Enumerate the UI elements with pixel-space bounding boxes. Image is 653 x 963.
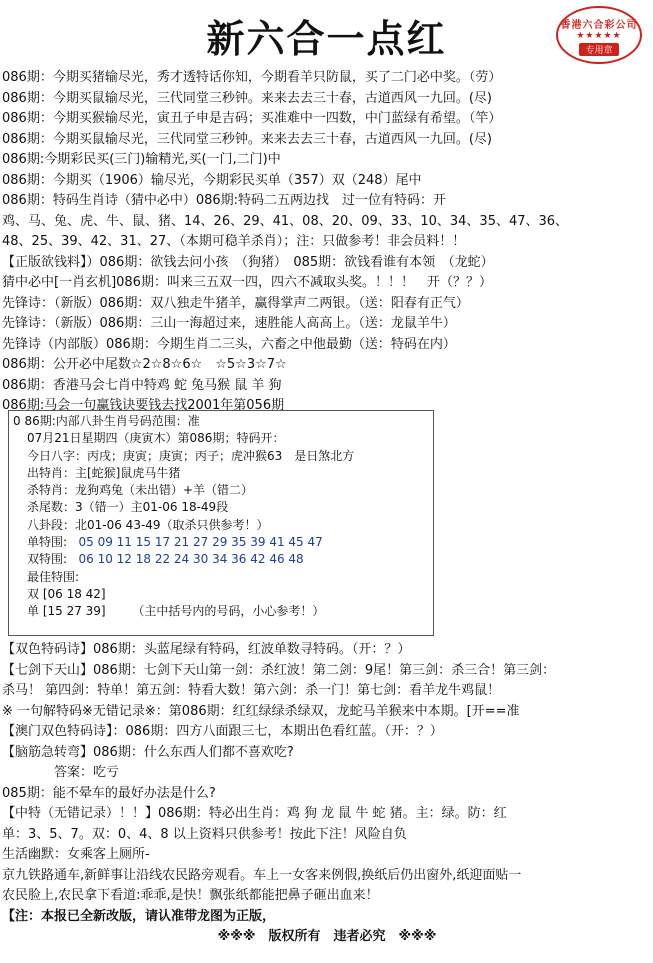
notice-line: 【注：本报已全新改版，请认准带龙图为正版， xyxy=(2,908,276,924)
prediction-lines xyxy=(2,68,652,417)
text-line: 086期：今期买（1906）输尽光，今期彩民买单（357）双（248）尾中 xyxy=(2,172,422,188)
text-line: 086期:马会一句赢钱诀要钱去找2001年第056期 xyxy=(2,398,285,413)
text-line: 086期:今期彩民买(三门)输精光,买(一门,二门)中 xyxy=(2,152,281,167)
text-line: 农民脸上,农民拿下看道:乖乖,是快！飘张纸都能把鼻子砸出血来！ xyxy=(2,888,379,903)
text-line: 先锋诗：（新版）086期：双八独走牛猪羊，赢得掌声二两银。（送：阳春有正气） xyxy=(2,295,469,311)
double-range-row xyxy=(13,551,429,568)
box-line: 八卦段：北01-06 43-49（取杀只供参考！） xyxy=(27,517,269,532)
copyright-line: ※※※ 版权所有 违者必究 ※※※ xyxy=(217,929,437,944)
text-line: 【脑筋急转弯】086期：什么东西人们都不喜欢吃? xyxy=(2,744,294,760)
box-single-best: 单 [15 27 39] xyxy=(27,604,106,619)
text-line: 085期：能不晕车的最好办法是什么? xyxy=(2,785,216,801)
box-line: 杀尾数：3（错一）主01-06 18-49段 xyxy=(27,500,229,515)
text-line: 【正版欲钱料】）086期：欲钱去问小孩 （狗猪） 085期：欲钱看谁有本领 （龙蛇） xyxy=(2,254,494,270)
bagua-info-box xyxy=(8,410,434,636)
double-range-label: 双特围: xyxy=(27,552,68,567)
company-seal xyxy=(556,6,642,64)
box-line: 双 [06 18 42] xyxy=(27,586,106,601)
text-line: 086期：今期买鼠输尽光，三代同堂三秒钟。来来去去三十春，古道西风一九回。(尽) xyxy=(2,131,492,147)
box-line: 出特肖：主[蛇猴]鼠虎马牛猪 xyxy=(27,465,181,480)
text-line: 京九铁路通车,新鲜事让沿线农民路旁观看。车上一女客来例假,换纸后仍出窗外,纸迎面贴一 xyxy=(2,867,522,883)
text-line: 【中特（无错记录）！！】086期：特必出生肖：鸡 狗 龙 鼠 牛 蛇 猪。主：绿。防：红 xyxy=(2,806,507,821)
box-line: 最佳特围: xyxy=(27,569,80,584)
text-line: 086期：今期买猪输尽光，秀才透特话你知，今期看羊只防鼠，买了二门必中奖。（劳） xyxy=(2,70,502,85)
single-range-label: 单特围: xyxy=(27,535,68,550)
bottom-lines xyxy=(2,640,652,948)
text-line: 生活幽默：女乘客上厕所- xyxy=(2,847,150,862)
box-line: 07月21日星期四（庚寅木）第086期；特码开： xyxy=(27,431,285,446)
seal-top-text: 香港六合彩公司 xyxy=(560,20,638,31)
box-line: 0 86期:内部八卦生肖号码范围：准 xyxy=(13,414,200,428)
text-line: 086期：特码生肖诗（猜中必中）086期:特码二五两边找 过一位有特码：开 xyxy=(2,193,447,208)
box-line: 杀特肖：龙狗鸡兔（未出错）+羊（错二） xyxy=(27,483,254,498)
text-line: 【双色特码诗】086期：头蓝尾绿有特码，红波单数寻特码。（开：？） xyxy=(2,642,411,657)
box-note: （主中括号内的号码，小心参考！） xyxy=(132,604,325,619)
text-line: 【澳门双色特码诗】：086期：四方八面跟三七，本期出色看红蓝。（开：？） xyxy=(2,724,443,739)
text-line: 鸡、马、兔、虎、牛、鼠、猪、14、26、29、41、08、20、09、33、10、34、35、47、36、 xyxy=(2,213,569,229)
single-range-row xyxy=(13,534,429,551)
box-line-last xyxy=(13,603,429,620)
text-line: 086期：今期买猴输尽光，寅丑子申是吉码；买准难中一四数，中门蓝绿有希望。（竿） xyxy=(2,111,502,126)
box-line: 今日八字：丙戌；庚寅；庚寅；丙子；虎冲猴63 是日煞北方 xyxy=(27,448,355,463)
text-line: 先锋诗（内部版）086期：今期生肖二三头，六畜之中他最勤（送：特码在内） xyxy=(2,336,456,352)
text-line: 086期：今期买鼠输尽光，三代同堂三秒钟。来来去去三十春，古道西风一九回。(尽) xyxy=(2,90,492,106)
text-line: 杀马！ 第四剑：特单！第五剑：特看大数！第六剑：杀一门！第七剑：看羊龙牛鸡鼠！ xyxy=(2,683,501,698)
text-line: 086期：香港马会七肖中特鸡 蛇 兔马猴 鼠 羊 狗 xyxy=(2,377,282,393)
seal-bottom-text: 专用章 xyxy=(579,43,618,56)
seal-stars: ★★★★★ xyxy=(576,31,622,41)
page-title: 新六合一点红 xyxy=(206,16,447,61)
text-line: 猜中必中[一肖玄机]086期：叫来三五双一四，四六不减取头奖。！！！ 开（？？） xyxy=(2,275,492,290)
text-line: 单：3、5、7。双：0、4、8 以上资料只供参考！按此下注！风险自负 xyxy=(2,826,407,842)
text-line: 48、25、39、42、31、27、（本期可稳羊杀肖）；注：只做参考！非会员料！！ xyxy=(2,234,466,249)
text-line: 086期：公开必中尾数☆2☆8☆6☆ ☆5☆3☆7☆ xyxy=(2,357,287,372)
text-line: 先锋诗：（新版）086期：三山一海超过来，速胜能人高高上。（送：龙鼠羊牛） xyxy=(2,316,456,331)
single-range-values: 05 09 11 15 17 21 27 29 35 39 41 45 47 xyxy=(78,535,323,550)
double-range-values: 06 10 12 18 22 24 30 34 36 42 46 48 xyxy=(78,552,304,567)
text-line: 【七剑下天山】086期：七剑下天山第一剑：杀红波！第二剑：9尾！第三剑：杀三合！第三剑： xyxy=(2,662,556,678)
text-line: 答案：吃亏 xyxy=(2,765,120,780)
text-line: ※ 一句解特码※无错记录※：第086期：红红绿绿杀绿双，龙蛇马羊猴来中本期。[开==准 xyxy=(2,703,520,719)
